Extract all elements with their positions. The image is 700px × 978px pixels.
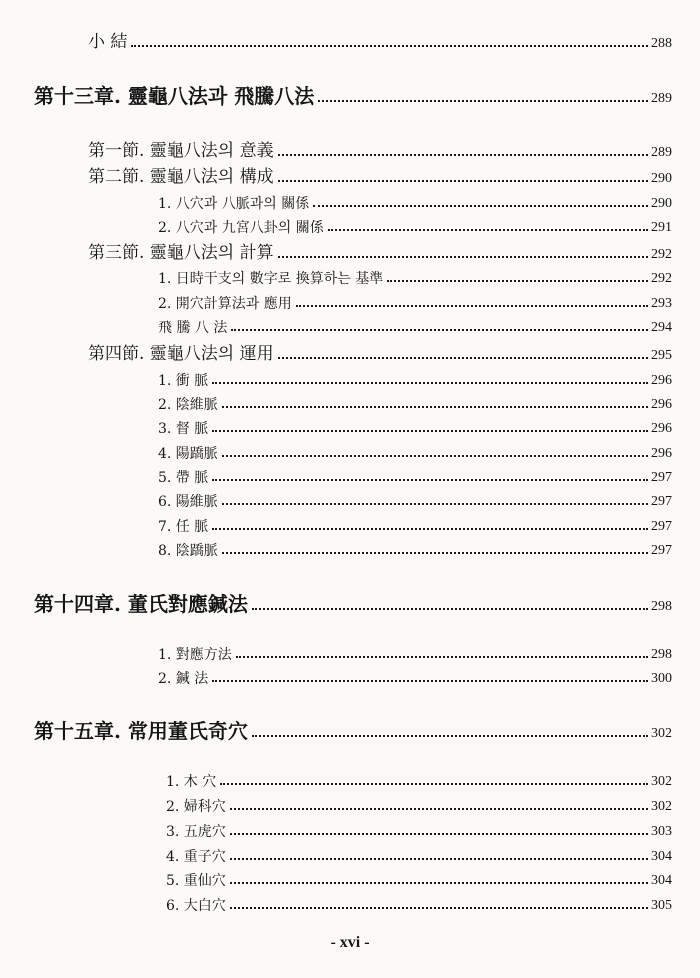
toc-page-number: 297 [651, 519, 672, 534]
toc-label: 1. 對應方法 [158, 647, 232, 663]
toc-page-number: 298 [651, 599, 672, 614]
toc-page-number: 295 [651, 348, 672, 363]
toc-page-number: 296 [651, 397, 672, 412]
toc-label: 5. 重仙穴 [166, 873, 226, 889]
toc-subsection [158, 447, 672, 461]
toc-page-number: 303 [651, 824, 672, 839]
toc-subsection [158, 544, 672, 558]
dot-leader [387, 280, 648, 282]
toc-label: 3. 五虎穴 [166, 824, 226, 840]
dot-leader [230, 882, 648, 884]
toc-label: 4. 陽蹻脈 [158, 446, 218, 462]
toc-label: 2. 八穴과 九宮八卦의 關係 [158, 220, 324, 236]
toc-chapter [34, 721, 672, 741]
page-folio: - xvi - [330, 934, 370, 951]
toc-label: 2. 開穴計算法과 應用 [158, 296, 292, 312]
toc-page-number: 291 [651, 220, 672, 235]
toc-page-number: 294 [651, 320, 672, 335]
toc-subsection [158, 221, 672, 235]
toc-page-number: 302 [651, 726, 672, 741]
toc-subsection [158, 272, 672, 286]
toc-page-number: 296 [651, 446, 672, 461]
toc-page-number: 296 [651, 421, 672, 436]
toc-label: 2. 陰維脈 [158, 397, 218, 413]
dot-leader [222, 455, 648, 457]
toc-page-number: 297 [651, 470, 672, 485]
toc-label: 1. 衝 脈 [158, 373, 209, 389]
toc-subsection [158, 197, 672, 211]
toc-subsection [166, 874, 672, 888]
dot-leader [230, 808, 648, 810]
dot-leader [222, 406, 648, 408]
dot-leader [222, 503, 648, 505]
dot-leader [328, 229, 648, 231]
toc-page-number: 302 [651, 774, 672, 789]
toc-label: 第二節. 靈龜八法의 構成 [88, 167, 274, 187]
dot-leader [230, 907, 648, 909]
toc-label: 1. 木 穴 [166, 774, 217, 790]
toc-label: 6. 陽維脈 [158, 494, 218, 510]
dot-leader [222, 552, 648, 554]
toc-label: 1. 八穴과 八脈과의 關係 [158, 196, 310, 212]
toc-label: 第十五章. 常用董氏奇穴 [34, 719, 248, 743]
toc-label: 8. 陰蹻脈 [158, 543, 218, 559]
toc-subsection [158, 398, 672, 412]
toc-subsection [158, 495, 672, 509]
toc-page-number: 293 [651, 296, 672, 311]
dot-leader [252, 735, 648, 737]
dot-leader [278, 180, 648, 182]
toc-label: 2. 鍼 法 [158, 671, 209, 687]
dot-leader [252, 608, 648, 610]
toc-subsection [158, 297, 672, 311]
dot-leader [278, 256, 648, 258]
toc-page-number: 297 [651, 494, 672, 509]
toc-page-number: 292 [651, 271, 672, 286]
toc-subsection [166, 800, 672, 814]
dot-leader [296, 305, 648, 307]
toc-subsection [166, 899, 672, 913]
toc-subsection [166, 825, 672, 839]
toc-page-number: 304 [651, 849, 672, 864]
dot-leader [212, 382, 648, 384]
toc-subsection [158, 422, 672, 436]
toc-section [88, 245, 672, 262]
toc-page-number: 298 [651, 647, 672, 662]
toc-label: 第三節. 靈龜八法의 計算 [88, 243, 274, 263]
dot-leader [278, 154, 648, 156]
toc-label: 第十四章. 董氏對應鍼法 [34, 592, 248, 616]
toc-page-number: 305 [651, 898, 672, 913]
toc-label: 3. 督 脈 [158, 421, 209, 437]
toc-label: 4. 重子穴 [166, 849, 226, 865]
dot-leader [212, 528, 648, 530]
toc-chapter [34, 594, 672, 614]
toc-section [88, 169, 672, 186]
dot-leader [313, 205, 648, 207]
toc-label: 飛 騰 八 法 [158, 320, 228, 336]
dot-leader [220, 783, 648, 785]
toc-subsection [158, 648, 672, 662]
toc-subsection [166, 775, 672, 789]
toc-page-number: 292 [651, 247, 672, 262]
dot-leader [318, 100, 648, 102]
dot-leader [131, 45, 648, 47]
dot-leader [230, 858, 648, 860]
toc-label: 小 結 [88, 32, 128, 52]
toc-page-number: 290 [651, 196, 672, 211]
toc-section [88, 346, 672, 363]
dot-leader [278, 357, 648, 359]
dot-leader [212, 479, 648, 481]
toc-subsection [158, 520, 672, 534]
toc-label: 2. 婦科穴 [166, 799, 226, 815]
toc-subsection [166, 850, 672, 864]
toc-label: 6. 大白穴 [166, 898, 226, 914]
toc-subsection [158, 672, 672, 686]
toc-label: 5. 帶 脈 [158, 470, 209, 486]
toc-label: 第十三章. 靈龜八法과 飛騰八法 [34, 84, 315, 108]
toc-page-number: 296 [651, 373, 672, 388]
dot-leader [212, 680, 648, 682]
toc-label: 第一節. 靈龜八法의 意義 [88, 141, 274, 161]
toc-page-number: 300 [651, 671, 672, 686]
toc-entry [88, 34, 672, 51]
toc-page-number: 288 [651, 36, 672, 51]
dot-leader [231, 329, 648, 331]
toc-subsection [158, 471, 672, 485]
dot-leader [230, 833, 648, 835]
toc-label: 1. 日時干支의 數字로 換算하는 基準 [158, 271, 384, 287]
dot-leader [212, 430, 648, 432]
toc-page-number: 289 [651, 145, 672, 160]
toc-page-number: 304 [651, 873, 672, 888]
dot-leader [236, 656, 648, 658]
toc-chapter [34, 86, 672, 106]
toc-page-number: 297 [651, 543, 672, 558]
toc-label: 第四節. 靈龜八法의 運用 [88, 344, 274, 364]
toc-page-number: 302 [651, 799, 672, 814]
toc-label: 7. 任 脈 [158, 519, 209, 535]
toc-page-number: 290 [651, 171, 672, 186]
toc-page-number: 289 [651, 91, 672, 106]
toc-subsection [158, 321, 672, 335]
toc-section [88, 143, 672, 160]
toc-subsection [158, 374, 672, 388]
